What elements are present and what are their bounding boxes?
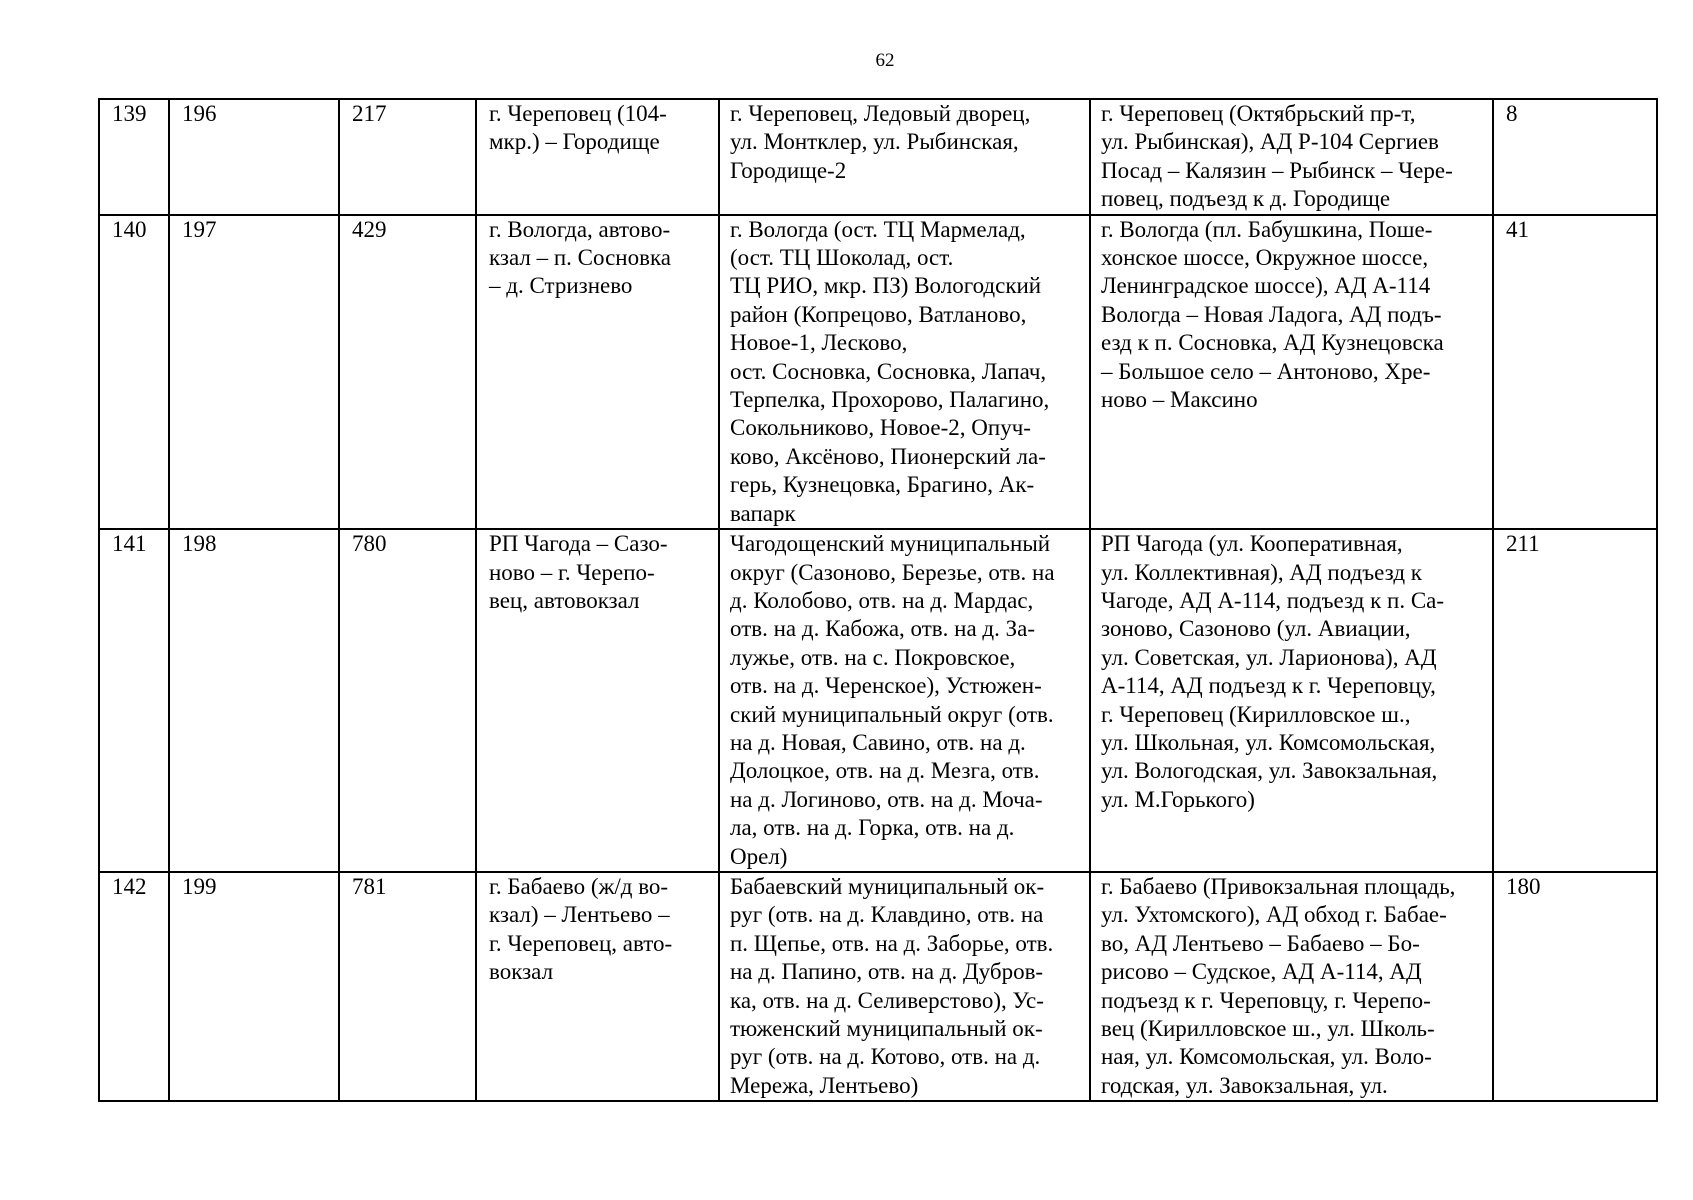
registration-number-cell: 199 [169, 872, 339, 1101]
page-number: 62 [875, 50, 895, 71]
table-row [99, 215, 1657, 529]
streets-and-roads-cell: г. Бабаево (Привокзальная площадь, ул. Ухтомского), АД обход г. Бабае- во, АД Лентьево – Бабаево – Бо- рисово – Судское, АД А-114, АД подъезд к г. Череповцу, г. Черепо- вец (Кирилловское ш., ул. Школь- ная, ул. Комсомольская, ул. Воло- годская, ул. Завокзальная, ул. [1090, 872, 1493, 1101]
table-row [99, 99, 1657, 215]
streets-and-roads-cell: РП Чагода (ул. Кооперативная, ул. Коллективная), АД подъезд к Чагоде, АД А-114, подъезд к п. Са- зоново, Сазоново (ул. Авиации, ул. Советская, ул. Ларионова), АД А-114, АД подъезд к г. Череповцу, г. Череповец (Кирилловское ш., ул. Школьная, ул. Комсомольская, ул. Вологодская, ул. Завокзальная, ул. М.Горького) [1090, 529, 1493, 872]
table-body [99, 99, 1657, 1101]
route-name-cell: РП Чагода – Сазо- ново – г. Черепо- вец, автовокзал [476, 529, 719, 872]
table-row [99, 872, 1657, 1101]
route-name-cell: г. Череповец (104- мкр.) – Городище [476, 99, 719, 215]
route-number-cell: 781 [339, 872, 476, 1101]
route-name-cell: г. Бабаево (ж/д во- кзал) – Лентьево – г. Череповец, авто- вокзал [476, 872, 719, 1101]
registration-number-cell: 196 [169, 99, 339, 215]
stop-count-cell: 180 [1493, 872, 1657, 1101]
registration-number-cell: 197 [169, 215, 339, 529]
order-number-cell: 142 [99, 872, 169, 1101]
registration-number-cell: 198 [169, 529, 339, 872]
intermediate-stops-cell: Бабаевский муниципальный ок- руг (отв. на д. Клавдино, отв. на п. Щепье, отв. на д. Заборье, отв. на д. Папино, отв. на д. Дубров- ка, отв. на д. Селиверстово), Ус- тюженский муниципальный ок- руг (отв. на д. Котово, отв. на д. Мережа, Лентьево) [719, 872, 1090, 1101]
intermediate-stops-cell: Чагодощенский муниципальный округ (Сазоново, Березье, отв. на д. Колобово, отв. на д. Мардас, отв. на д. Кабожа, отв. на д. За- лужье, отв. на с. Покровское, отв. на д. Черенское), Устюжен- ский муниципальный округ (отв. на д. Новая, Савино, отв. на д. Долоцкое, отв. на д. Мезга, отв. на д. Логиново, отв. на д. Моча- ла, отв. на д. Горка, отв. на д. Орел) [719, 529, 1090, 872]
order-number-cell: 139 [99, 99, 169, 215]
stop-count-cell: 41 [1493, 215, 1657, 529]
streets-and-roads-cell: г. Череповец (Октябрьский пр-т, ул. Рыбинская), АД Р-104 Сергиев Посад – Калязин – Рыбинск – Чере- повец, подъезд к д. Городище [1090, 99, 1493, 215]
order-number-cell: 141 [99, 529, 169, 872]
route-number-cell: 429 [339, 215, 476, 529]
stop-count-cell: 8 [1493, 99, 1657, 215]
order-number-cell: 140 [99, 215, 169, 529]
route-number-cell: 780 [339, 529, 476, 872]
intermediate-stops-cell: г. Череповец, Ледовый дворец, ул. Монтклер, ул. Рыбинская, Городище-2 [719, 99, 1090, 215]
route-name-cell: г. Вологда, автово- кзал – п. Сосновка – д. Стризнево [476, 215, 719, 529]
table-row [99, 529, 1657, 872]
route-table [98, 98, 1658, 1102]
intermediate-stops-cell: г. Вологда (ост. ТЦ Мармелад, (ост. ТЦ Шоколад, ост. ТЦ РИО, мкр. ПЗ) Вологодский район (Копрецово, Ватланово, Новое-1, Лесково, ост. Сосновка, Сосновка, Лапач, Терпелка, Прохорово, Палагино, Сокольниково, Новое-2, Опуч- ково, Аксёново, Пионерский ла- герь, Кузнецовка, Брагино, Ак- вапарк [719, 215, 1090, 529]
streets-and-roads-cell: г. Вологда (пл. Бабушкина, Поше- хонское шоссе, Окружное шоссе, Ленинградское шоссе), АД А-114 Вологда – Новая Ладога, АД подъ- езд к п. Сосновка, АД Кузнецовска – Большое село – Антоново, Хре- ново – Максино [1090, 215, 1493, 529]
route-number-cell: 217 [339, 99, 476, 215]
stop-count-cell: 211 [1493, 529, 1657, 872]
